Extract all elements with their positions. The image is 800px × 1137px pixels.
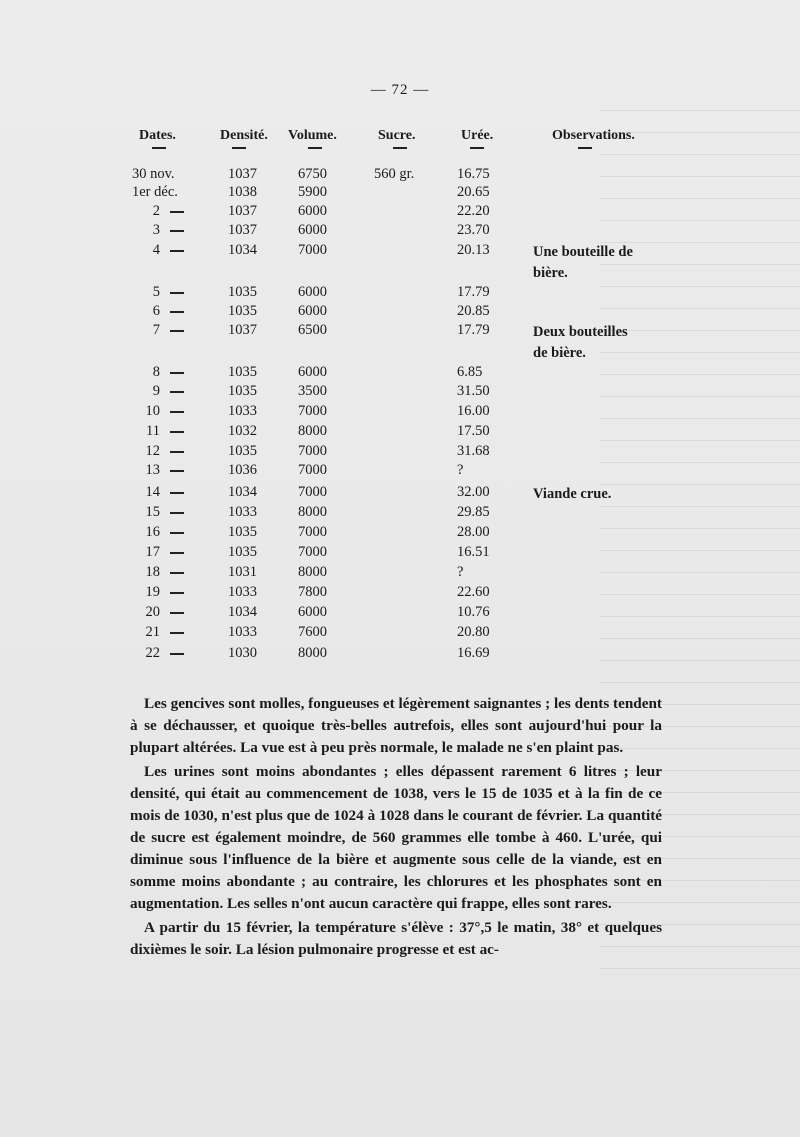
cell-volume: 6750 (298, 166, 327, 182)
ditto-mark (170, 250, 184, 252)
cell-date (132, 604, 218, 621)
date-day: 15 (145, 504, 160, 520)
cell-uree: 17.50 (457, 423, 490, 439)
header-rule (578, 147, 592, 149)
cell-volume: 7000 (298, 242, 327, 258)
ditto-mark (170, 330, 184, 332)
body-text (130, 693, 662, 963)
ditto-mark (170, 431, 184, 433)
header-densite: Densité. (220, 128, 268, 143)
header-rule (393, 147, 407, 149)
ditto-mark (170, 653, 184, 655)
date-day: 13 (145, 462, 160, 478)
cell-volume: 3500 (298, 383, 327, 399)
cell-densite: 1035 (228, 364, 257, 380)
table-row (0, 462, 800, 482)
cell-uree: 23.70 (457, 222, 490, 238)
ditto-mark (170, 492, 184, 494)
cell-uree: 16.75 (457, 166, 490, 182)
cell-volume: 6000 (298, 364, 327, 380)
ditto-mark (170, 292, 184, 294)
cell-uree: 20.80 (457, 624, 490, 640)
cell-volume: 8000 (298, 504, 327, 520)
cell-densite: 1034 (228, 242, 257, 258)
cell-densite: 1030 (228, 645, 257, 661)
cell-volume: 6500 (298, 322, 327, 338)
table-row (0, 184, 800, 204)
date-day: 12 (145, 443, 160, 459)
cell-uree: 20.85 (457, 303, 490, 319)
cell-date (132, 222, 218, 239)
cell-densite: 1032 (228, 423, 257, 439)
cell-date (132, 645, 218, 662)
cell-date (132, 484, 218, 501)
cell-densite: 1036 (228, 462, 257, 478)
ditto-mark (170, 411, 184, 413)
cell-date (132, 184, 218, 201)
cell-uree: 20.13 (457, 242, 490, 258)
cell-date (132, 504, 218, 521)
table-row (0, 364, 800, 384)
ditto-mark (170, 372, 184, 374)
ditto-mark (170, 612, 184, 614)
cell-densite: 1033 (228, 624, 257, 640)
date-day: 14 (145, 484, 160, 500)
date-day: 2 (152, 203, 160, 219)
cell-volume: 7000 (298, 443, 327, 459)
cell-date (132, 166, 218, 183)
ditto-mark (170, 512, 184, 514)
cell-volume: 7000 (298, 403, 327, 419)
cell-densite: 1033 (228, 504, 257, 520)
cell-densite: 1037 (228, 166, 257, 182)
cell-volume: 7000 (298, 484, 327, 500)
cell-date (132, 443, 218, 460)
date-day: 22 (145, 645, 160, 661)
cell-densite: 1038 (228, 184, 257, 200)
date-day: 6 (152, 303, 160, 319)
cell-date (132, 544, 218, 561)
date-day: 7 (152, 322, 160, 338)
cell-uree: 16.00 (457, 403, 490, 419)
cell-date (132, 383, 218, 400)
date-text: 30 nov. (132, 166, 175, 182)
table-row (0, 484, 800, 504)
cell-volume: 7000 (298, 524, 327, 540)
table-row (0, 624, 800, 644)
cell-date (132, 584, 218, 601)
cell-obs: Viande crue. (533, 486, 612, 502)
table-row (0, 645, 800, 665)
ditto-mark (170, 211, 184, 213)
cell-densite: 1035 (228, 524, 257, 540)
cell-date (132, 203, 218, 220)
cell-volume: 6000 (298, 222, 327, 238)
cell-uree: 22.60 (457, 584, 490, 600)
cell-densite: 1035 (228, 544, 257, 560)
cell-uree: ? (457, 462, 464, 478)
header-rule (152, 147, 166, 149)
date-day: 19 (145, 584, 160, 600)
table-row (0, 504, 800, 524)
cell-volume: 7800 (298, 584, 327, 600)
ditto-mark (170, 592, 184, 594)
cell-densite: 1035 (228, 284, 257, 300)
cell-volume: 6000 (298, 303, 327, 319)
date-day: 16 (145, 524, 160, 540)
ditto-mark (170, 311, 184, 313)
ditto-mark (170, 532, 184, 534)
cell-densite: 1037 (228, 222, 257, 238)
paragraph: Les urines sont moins abondantes ; elles dépassent rarement 6 litres ; leur densité, qui était au commencement de 1038, vers le 15 de 1035 et à la fin de ce mois de 1030, n'est plus que de 1024 à 1028 dans le courant de février. La quantité de sucre est également moindre, de 560 grammes elle tombe à 460. L'urée, qui diminue sous l'influence de la bière et augmente sous celle de la viande, est en somme moins abondante ; au contraire, les chlorures et les phosphates sont en augmentation. Les selles n'ont aucun caractère qui frappe, elles sont rares. (130, 763, 662, 912)
cell-uree: 28.00 (457, 524, 490, 540)
date-day: 4 (152, 242, 160, 258)
cell-uree: 29.85 (457, 504, 490, 520)
cell-volume: 7600 (298, 624, 327, 640)
date-day: 8 (152, 364, 160, 380)
cell-obs: Deux bouteilles de bière. (533, 324, 628, 361)
cell-densite: 1034 (228, 604, 257, 620)
cell-uree: 31.68 (457, 443, 490, 459)
cell-volume: 7000 (298, 462, 327, 478)
ditto-mark (170, 552, 184, 554)
ditto-mark (170, 572, 184, 574)
cell-date (132, 364, 218, 381)
cell-densite: 1037 (228, 203, 257, 219)
table-row (0, 544, 800, 564)
header-volume: Volume. (288, 128, 337, 143)
table-row (0, 564, 800, 584)
ditto-mark (170, 632, 184, 634)
table-row (0, 242, 800, 281)
table-row (0, 322, 800, 361)
cell-volume: 6000 (298, 203, 327, 219)
table-row (0, 443, 800, 463)
ditto-mark (170, 451, 184, 453)
date-day: 21 (145, 624, 160, 640)
date-day: 9 (152, 383, 160, 399)
header-rule (308, 147, 322, 149)
cell-uree: 32.00 (457, 484, 490, 500)
cell-densite: 1031 (228, 564, 257, 580)
cell-volume: 5900 (298, 184, 327, 200)
table-row (0, 166, 800, 186)
cell-volume: 6000 (298, 284, 327, 300)
date-day: 5 (152, 284, 160, 300)
cell-uree: ? (457, 564, 464, 580)
table-row (0, 383, 800, 403)
cell-densite: 1035 (228, 443, 257, 459)
cell-volume: 6000 (298, 604, 327, 620)
header-uree: Urée. (461, 128, 494, 143)
cell-date (132, 624, 218, 641)
cell-date (132, 524, 218, 541)
cell-densite: 1033 (228, 584, 257, 600)
date-day: 11 (146, 423, 160, 439)
table-row (0, 303, 800, 323)
page-number: — 72 — (370, 82, 430, 98)
cell-uree: 22.20 (457, 203, 490, 219)
table-row (0, 203, 800, 223)
cell-date (132, 284, 218, 301)
cell-densite: 1033 (228, 403, 257, 419)
ditto-mark (170, 470, 184, 472)
cell-volume: 7000 (298, 544, 327, 560)
cell-volume: 8000 (298, 645, 327, 661)
cell-uree: 17.79 (457, 322, 490, 338)
header-rule (470, 147, 484, 149)
paragraph: A partir du 15 février, la température s'élève : 37°,5 le matin, 38° et quelques dixièmes le soir. La lésion pulmonaire progresse et est ac- (130, 919, 662, 958)
paragraph: Les gencives sont molles, fongueuses et légèrement saignantes ; les dents tendent à se déchausser, et quoique très-belles autrefois, elles sont aujourd'hui pour la plupart altérées. La vue est à peu près normale, le malade ne s'en plaint pas. (130, 695, 662, 756)
cell-date (132, 242, 218, 259)
header-dates: Dates. (139, 128, 176, 143)
cell-densite: 1034 (228, 484, 257, 500)
header-sucre: Sucre. (378, 128, 416, 143)
table-row (0, 403, 800, 423)
cell-uree: 16.69 (457, 645, 490, 661)
ditto-mark (170, 391, 184, 393)
cell-obs: Une bouteille de bière. (533, 244, 633, 281)
date-day: 17 (145, 544, 160, 560)
table-row (0, 604, 800, 624)
table-row (0, 524, 800, 544)
cell-date (132, 403, 218, 420)
cell-uree: 6.85 (457, 364, 483, 380)
cell-sucre: 560 gr. (374, 166, 415, 182)
cell-uree: 17.79 (457, 284, 490, 300)
cell-densite: 1035 (228, 383, 257, 399)
date-text: 1er déc. (132, 184, 178, 200)
cell-uree: 10.76 (457, 604, 490, 620)
cell-date (132, 303, 218, 320)
date-day: 18 (145, 564, 160, 580)
header-rule (232, 147, 246, 149)
date-day: 20 (145, 604, 160, 620)
date-day: 10 (145, 403, 160, 419)
table-row (0, 222, 800, 242)
cell-date (132, 423, 218, 440)
table-row (0, 423, 800, 443)
cell-uree: 20.65 (457, 184, 490, 200)
cell-uree: 31.50 (457, 383, 490, 399)
cell-date (132, 462, 218, 479)
cell-date (132, 322, 218, 339)
table-row (0, 584, 800, 604)
table-row (0, 284, 800, 304)
date-day: 3 (152, 222, 160, 238)
cell-uree: 16.51 (457, 544, 490, 560)
cell-densite: 1035 (228, 303, 257, 319)
header-observations: Observations. (552, 128, 635, 143)
cell-volume: 8000 (298, 423, 327, 439)
cell-date (132, 564, 218, 581)
cell-volume: 8000 (298, 564, 327, 580)
cell-densite: 1037 (228, 322, 257, 338)
ditto-mark (170, 230, 184, 232)
